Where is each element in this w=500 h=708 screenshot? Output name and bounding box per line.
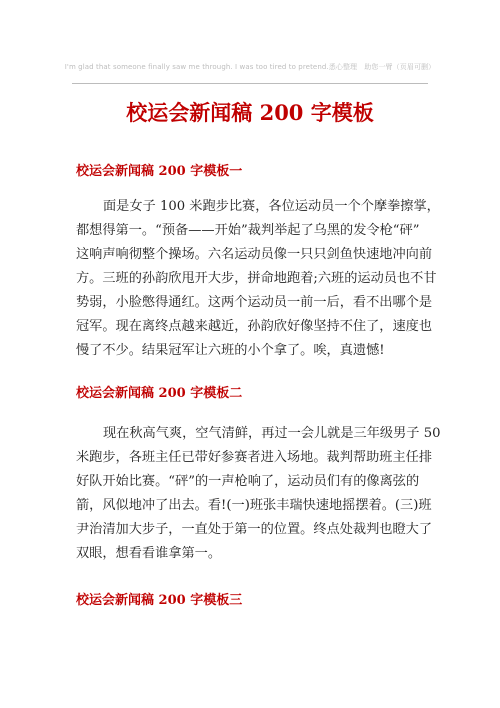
section-heading-2: 校运会新闻稿 200 字模板二	[76, 386, 243, 401]
paragraph-line: 冠军。现在离终点越来越近，孙韵欣好像坚持不住了，速度也	[76, 319, 433, 334]
paragraph-line: 现在秋高气爽，空气清鲜，再过一会儿就是三年级男子 50	[103, 426, 441, 441]
header-divider	[72, 83, 428, 84]
paragraph-line: 面是女子 100 米跑步比赛，各位运动员一个个摩拳擦掌，	[103, 199, 440, 214]
page-header-note: I'm glad that someone finally saw me through. I was too tired to pretend.悉心整理 助您一臂（页眉可删）	[64, 63, 436, 71]
paragraph-line: 米跑步，各班主任已带好参赛者进入场地。裁判帮助班主任排	[76, 450, 433, 465]
section-heading-1: 校运会新闻稿 200 字模板一	[76, 164, 243, 179]
paragraph-line: 好队开始比赛。“砰”的一声枪响了，运动员们有的像离弦的	[76, 474, 420, 489]
paragraph-line: 慢了不少。结果冠军让六班的小个拿了。唉，真遗憾!	[76, 343, 385, 358]
paragraph-line: 势弱，小脸憋得通红。这两个运动员一前一后，看不出哪个是	[76, 295, 433, 310]
paragraph-line: 方。三班的孙韵欣甩开大步，拼命地跑着;六班的运动员也不甘	[76, 271, 437, 286]
page-title: 校运会新闻稿 200 字模板	[126, 100, 374, 125]
paragraph-line: 都想得第一。“预备——开始”裁判举起了乌黑的发令枪“砰”	[76, 223, 420, 238]
paragraph-line: 这响声响彻整个操场。六名运动员像一只只剑鱼快速地冲向前	[76, 247, 433, 262]
paragraph-line: 尹治清加大步子，一直处于第一的位置。终点处裁判也瞪大了	[76, 522, 433, 537]
paragraph-line: 箭，风似地冲了出去。看!(一)班张丰瑞快速地摇摆着。(三)班	[76, 498, 432, 513]
paragraph-line: 双眼，想看看谁拿第一。	[76, 546, 222, 561]
section-heading-3: 校运会新闻稿 200 字模板三	[76, 593, 243, 608]
